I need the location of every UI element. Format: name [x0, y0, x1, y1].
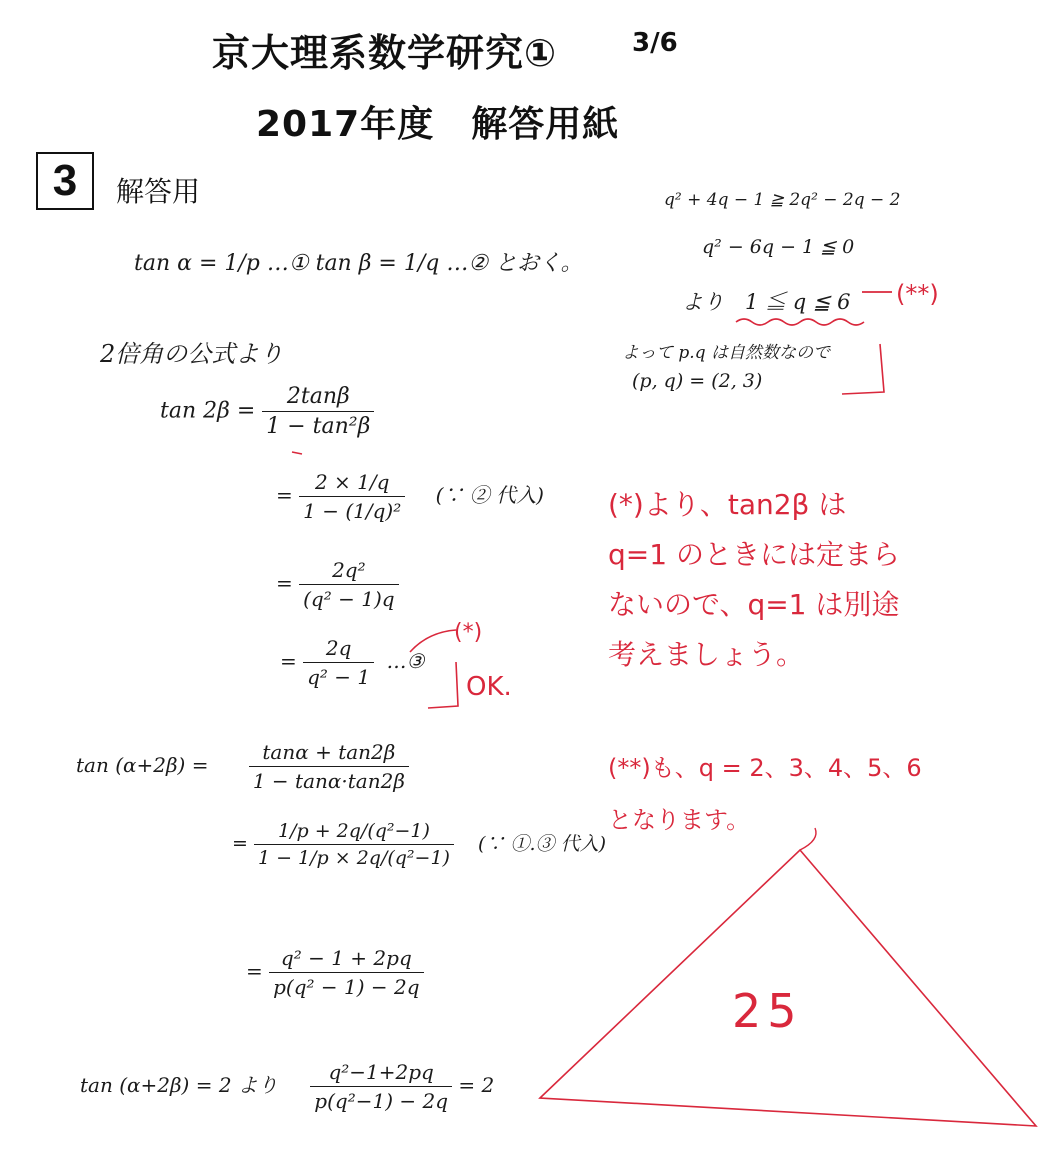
- sheet-subtitle: 2017年度 解答用紙: [256, 104, 620, 145]
- c-num: q²−1+2pq: [310, 1060, 452, 1087]
- sum-lhs: tan (α+2β) =: [76, 753, 209, 777]
- db2-den: 1 − (1/q)²: [303, 499, 402, 523]
- db4-den: q² − 1: [307, 665, 371, 689]
- s3-num: q² − 1 + 2pq: [269, 946, 423, 973]
- comment-2-line: となります。: [608, 806, 751, 834]
- comment-1-line: (*)より、tan2β は: [608, 488, 847, 521]
- right-line4: よって p.q は自然数なので: [622, 343, 830, 363]
- page-number: 3/6: [632, 28, 678, 58]
- s2-note: (∵ ①.③ 代入): [478, 832, 606, 855]
- double-angle-step3: = $\frac{\text{2q²}}{\text{(q² − 1)q}}$: [276, 558, 399, 611]
- right-line2: q² − 6q − 1 ≦ 0: [702, 236, 855, 258]
- comment-1-line: q=1 のときには定まら: [608, 538, 900, 571]
- comment-2-line: (**)も、q = 2、3、4、5、6: [608, 754, 922, 782]
- db4-num: 2q: [303, 636, 374, 663]
- star-mark: (*): [454, 620, 483, 645]
- question-label: 解答用: [116, 175, 201, 208]
- db2-note: (∵ ② 代入): [435, 483, 544, 507]
- db1-den: 1 − tan²β: [266, 414, 371, 439]
- db-lhs: tan 2β =: [160, 398, 256, 424]
- db3-den: (q² − 1)q: [303, 587, 395, 611]
- db1-num: 2tanβ: [262, 384, 374, 412]
- sum-step2: = $\frac{\text{1/p + 2q/(q²−1)}}{\text{1 − 1/p × 2q/(q²−1)}}$ (∵ ①.③ 代入): [232, 820, 606, 869]
- double-star-mark: (**): [896, 280, 939, 308]
- double-angle-heading: 2倍角の公式より: [100, 340, 284, 368]
- sheet-title: 京大理系数学研究①: [212, 31, 558, 75]
- c-den: p(q²−1) − 2q: [314, 1089, 448, 1113]
- ok-mark: OK.: [466, 672, 512, 702]
- double-angle-step4: = $\frac{2q}{\text{q² − 1}}$ …③: [280, 636, 425, 689]
- right-line5: (p, q) = (2, 3): [632, 370, 763, 392]
- db2-num: 2 × 1/q: [299, 470, 405, 497]
- db3-num: 2q²: [299, 558, 398, 585]
- right-line1: q² + 4q − 1 ≧ 2q² − 2q − 2: [664, 190, 901, 210]
- s1-num: tanα + tan2β: [249, 740, 409, 767]
- setup-line: tan α = 1/p …① tan β = 1/q …② とおく。: [134, 251, 583, 276]
- db4-ref: …③: [386, 649, 425, 673]
- c-rhs: = 2: [458, 1073, 495, 1097]
- s3-den: p(q² − 1) − 2q: [273, 975, 420, 999]
- question-number-box: 3: [36, 152, 94, 210]
- comment-1-line: 考えましょう。: [608, 638, 805, 671]
- s2-den: 1 − 1/p × 2q/(q²−1): [257, 847, 450, 869]
- s1-den: 1 − tanα·tan2β: [252, 769, 405, 793]
- comment-1-line: ないので、q=1 は別途: [608, 588, 900, 621]
- cond-lhs: tan (α+2β) = 2 より: [80, 1073, 278, 1097]
- double-angle-step2: = $\frac{2 \times 1/q}{\text{1 − (1/q)²}}$ (∵ ② 代入): [276, 470, 544, 523]
- s2-num: 1/p + 2q/(q²−1): [254, 820, 454, 845]
- score-value: 25: [732, 984, 803, 1038]
- right-line3: より 1 ≦ q ≦ 6: [682, 290, 851, 314]
- wavy-underline: [736, 319, 864, 325]
- score-triangle: [540, 850, 1036, 1126]
- sum-step3: = $\frac{\text{q² − 1 + 2pq}}{\text{p(q² − 1) − 2q}}$: [246, 946, 424, 999]
